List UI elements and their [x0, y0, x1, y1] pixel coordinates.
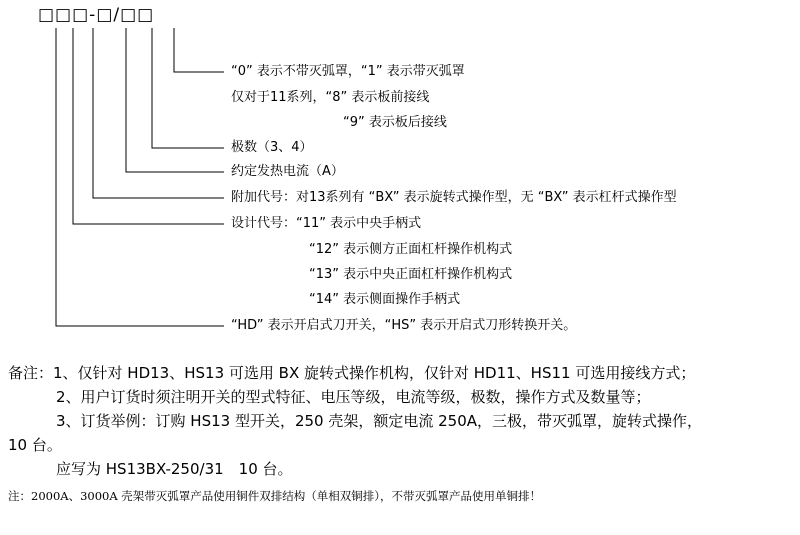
note-line-5: 应写为 HS13BX-250/31 10 台。 [56, 460, 293, 478]
code-header-text: □□□-□/□□ [38, 5, 155, 25]
connector-line-current [126, 28, 224, 172]
poles-line: 极数（3、4） [231, 140, 313, 155]
design-code-13-line: “13” 表示中央正面杠杆操作机构式 [309, 267, 513, 282]
rated-current-line: 约定发热电流（A） [231, 164, 344, 179]
code-header [38, 5, 154, 25]
connector-line-poles [152, 28, 224, 148]
connector-line-type [56, 28, 224, 326]
note-line-4: 10 台。 [8, 436, 62, 454]
note-line-1: 备注：1、仅针对 HD13、HS13 可选用 BX 旋转式操作机构，仅针对 HD11、HS11 可选用接线方式； [8, 364, 696, 382]
additional-code-line: 附加代号：对13系列有 “BX” 表示旋转式操作型，无 “BX” 表示杠杆式操作型 [231, 190, 677, 205]
note-line-3: 3、订货举例：订购 HS13 型开关，250 壳架，额定电流 250A，三极，带灭弧罩，旋转式操作， [56, 412, 703, 430]
arc-chute-line: “0” 表示不带灭弧罩，“1” 表示带灭弧罩 [231, 64, 465, 79]
note-line-2: 2、用户订货时须注明开关的型式特征、电压等级，电流等级，极数，操作方式及数量等； [56, 388, 651, 406]
connector-line-design [73, 28, 224, 224]
footnote: 注：2000A、3000A 壳架带灭弧罩产品使用铜件双排结构（单相双铜排），不带灭弧罩产品使用单铜排！ [8, 489, 542, 503]
switch-type-line: “HD” 表示开启式刀开关，“HS” 表示开启式刀形转换开关。 [231, 318, 577, 333]
wiring-rear-line: “9” 表示板后接线 [343, 115, 447, 130]
design-code-14-line: “14” 表示侧面操作手柄式 [309, 292, 461, 307]
connector-lines [56, 28, 224, 326]
connector-line-arc [174, 28, 224, 72]
wiring-front-line: 仅对于11系列，“8” 表示板前接线 [231, 90, 430, 105]
design-code-12-line: “12” 表示侧方正面杠杆操作机构式 [309, 242, 513, 257]
design-code-line: 设计代号：“11” 表示中央手柄式 [231, 216, 422, 231]
